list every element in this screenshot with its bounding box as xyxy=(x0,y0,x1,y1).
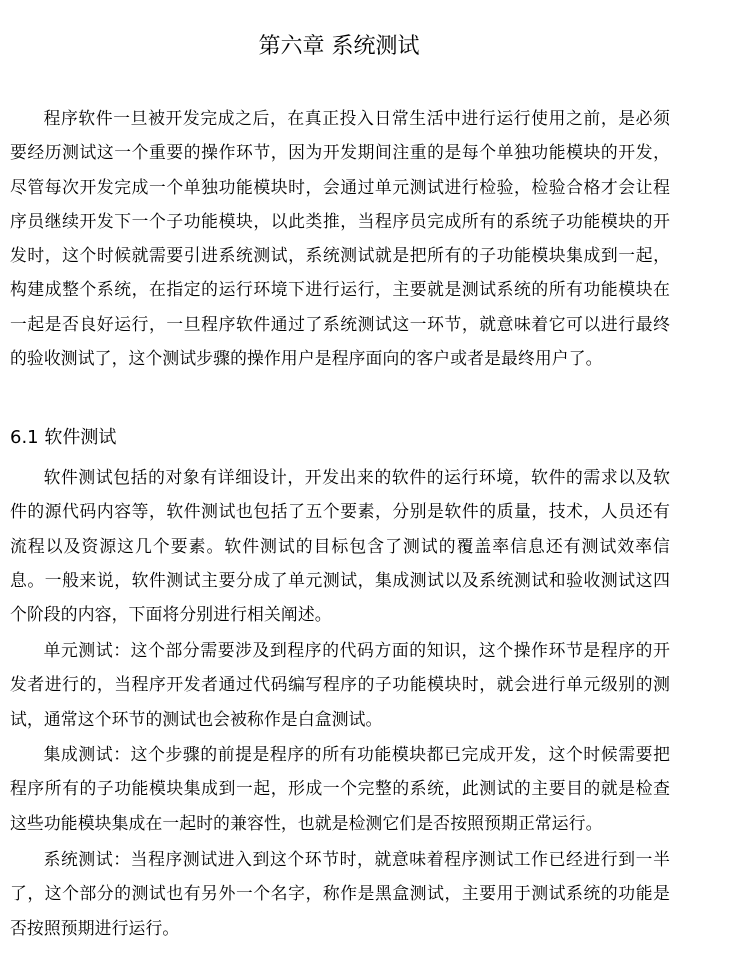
section-paragraph-system-test: 系统测试：当程序测试进入到这个环节时，就意味着程序测试工作已经进行到一半了，这个部分的测试也有另外一个名字，称作是黑盒测试，主要用于测试系统的功能是否按照预期进行运行。 xyxy=(10,849,670,938)
intro-paragraph: 程序软件一旦被开发完成之后，在真正投入日常生活中进行运行使用之前，是必须要经历测试这一个重要的操作环节，因为开发期间注重的是每个单独功能模块的开发，尽管每次开发完成一个单独功能模块时，会通过单元测试进行检验，检验合格才会让程序员继续开发下一个子功能模块，以此类推，当程序员完成所有的系统子功能模块的开发时，这个时候就需要引进系统测试，系统测试就是把所有的子功能模块集成到一起，构建成整个系统，在指定的运行环境下进行运行，主要就是测试系统的所有功能模块在一起是否良好运行，一旦程序软件通过了系统测试这一环节，就意味着它可以进行最终的验收测试了，这个测试步骤的操作用户是程序面向的客户或者是最终用户了。 xyxy=(10,108,670,369)
chapter-title: 第六章 系统测试 xyxy=(258,34,420,59)
section-heading: 6.1 软件测试 xyxy=(10,427,117,448)
section-paragraph-overview: 软件测试包括的对象有详细设计，开发出来的软件的运行环境，软件的需求以及软件的源代码内容等，软件测试也包括了五个要素，分别是软件的质量，技术，人员还有流程以及资源这几个要素。软件测试的目标包含了测试的覆盖率信息还有测试效率信息。一般来说，软件测试主要分成了单元测试，集成测试以及系统测试和验收测试这四个阶段的内容，下面将分别进行相关阐述。 xyxy=(10,467,670,625)
section-paragraph-unit-test: 单元测试：这个部分需要涉及到程序的代码方面的知识，这个操作环节是程序的开发者进行的，当程序开发者通过代码编写程序的子功能模块时，就会进行单元级别的测试，通常这个环节的测试也会被称作是白盒测试。 xyxy=(10,640,670,729)
section-paragraph-integration-test: 集成测试：这个步骤的前提是程序的所有功能模块都已完成开发，这个时候需要把程序所有的子功能模块集成到一起，形成一个完整的系统，此测试的主要目的就是检查这些功能模块集成在一起时的兼容性，也就是检测它们是否按照预期正常运行。 xyxy=(10,744,670,833)
